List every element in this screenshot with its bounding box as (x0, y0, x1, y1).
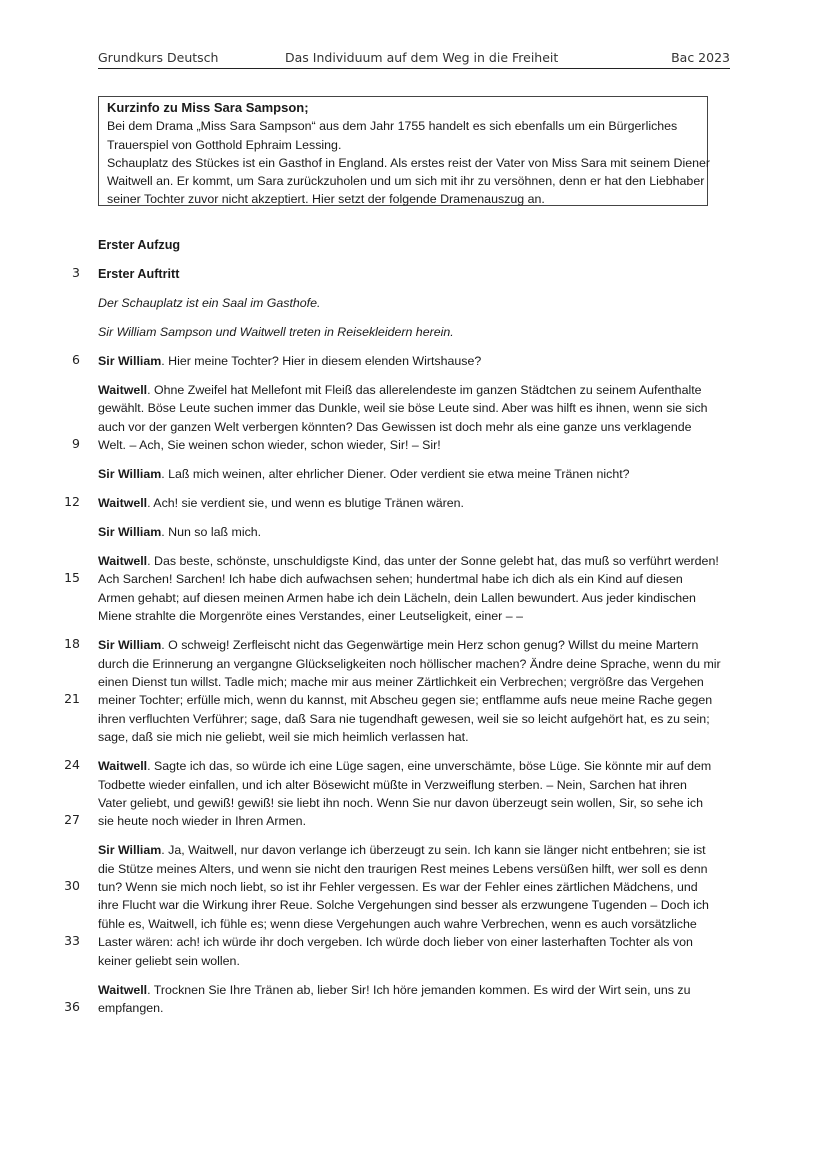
speech-text: . Sagte ich das, so würde ich eine Lüge sagen, eine unverschämte, böse Lüge. Sie könnte mir auf dem (147, 759, 712, 774)
speech-text: gewählt. Böse Leute suchen immer das Dunkle, weil sie böse Leute sind. Aber was hilft es ihnen, wenn sie sich (98, 401, 708, 416)
speaker-name: Waitwell (98, 496, 148, 511)
speech-text: keiner geliebt sein wollen. (98, 953, 240, 968)
speech-text: auch vor der ganzen Welt verbergen könnten? Das Gewissen ist doch mehr als eine ganze uns verklagende (98, 419, 692, 434)
speech-text: . Ja, Waitwell, nur davon verlange ich überzeugt zu sein. Ich kann sie länger nicht entbehren; sie ist (161, 843, 706, 858)
speech-text: Armen gehabt; auf diesen meinen Armen habe ich dein Lächeln, dein Lallen bewundert. Aus jeder kindischen (98, 590, 696, 605)
line-number: 6 (72, 351, 80, 367)
info-box-line: Waitwell an. Er kommt, um Sara zurückzuholen und um sich mit ihr zu versöhnen, denn er hat den Liebhaber (107, 174, 705, 189)
speech-text: einen Dienst tun willst. Tadle mich; mache mir aus meiner Zärtlichkeit ein Verbrechen; vergrößre das Vergehen (98, 674, 704, 689)
scene-heading: 3 Erster Auftritt (98, 265, 738, 283)
speech (64, 757, 738, 831)
speech-text: fühle es, Waitwell, ich fühle es; wenn diese Vergehungen auch wahre Verbrechen, wenn es auch vorsätzliche (98, 916, 697, 931)
speech (98, 523, 738, 541)
speech-text: . Ach! sie verdient sie, und wenn es blutige Tränen wären. (147, 496, 464, 511)
info-box (98, 96, 711, 207)
speaker-name: Waitwell (98, 382, 148, 397)
speaker-name: Sir William (98, 353, 162, 368)
speech-text: Miene strahlte die Morgenröte eines Verstandes, einer Leutseligkeit, einer – – (98, 609, 523, 624)
line-number: 21 (64, 691, 80, 707)
info-box-line: Bei dem Drama „Miss Sara Sampson“ aus dem Jahr 1755 handelt es sich ebenfalls um ein Bürgerliches (107, 119, 678, 134)
speech (72, 351, 738, 370)
speaker-name: Waitwell (98, 759, 148, 774)
speech-text: . Das beste, schönste, unschuldigste Kind, das unter der Sonne gelebt hat, das muß so verführt werden! (147, 554, 719, 569)
speech-text: durch die Erinnerung an vergangne Glückseligkeiten noch höllischer machen? Ändre deine Sprache, wenn du mir (98, 656, 721, 671)
speech-text: meiner Tochter; erfülle mich, wenn du kannst, mit Abscheu gegen sie; entflamme aufs neue meine Rache gegen (98, 693, 713, 708)
speech-text: . Trocknen Sie Ihre Tränen ab, lieber Sir! Ich höre jemanden kommen. Es wird der Wirt sein, uns zu (147, 982, 691, 997)
speech-text: Welt. – Ach, Sie weinen schon wieder, schon wieder, Sir! – Sir! (98, 438, 441, 453)
line-number: 36 (64, 999, 80, 1014)
speech (72, 381, 738, 455)
speaker-name: Sir William (98, 843, 162, 858)
stage-direction: Der Schauplatz ist ein Saal im Gasthofe. (98, 295, 321, 310)
speaker-name: Waitwell (98, 982, 148, 997)
info-box-title: Kurzinfo zu Miss Sara Sampson; (107, 100, 309, 115)
line-number: 18 (64, 636, 80, 652)
line-number: 12 (64, 494, 80, 510)
speech-text: Ach Sarchen! Sarchen! Ich habe dich aufwachsen sehen; hundertmal habe ich dich als ein Kind auf diesen (98, 572, 683, 587)
header-topic: Das Individuum auf dem Weg in die Freiheit (285, 50, 559, 65)
line-number: 24 (64, 757, 80, 773)
header-exam: Bac 2023 (671, 50, 730, 65)
speech-text: Vater geliebt, und gewiß! gewiß! sie liebt ihn noch. Wenn Sie nur davon überzeugt sein wollen, Sir, so sehe ich (98, 795, 703, 810)
info-box-line: Schauplatz des Stückes ist ein Gasthof in England. Als erstes reist der Vater von Miss Sara mit seinem Diener (107, 155, 711, 170)
speech-text: . Ohne Zweifel hat Mellefont mit Fleiß das allerelendeste im ganzen Städtchen zu seinem Aufenthalte (147, 382, 702, 397)
drama-excerpt (64, 236, 738, 1017)
speech-text: empfangen. (98, 1001, 164, 1015)
speech-text: sage, daß sie mich nie geliebt, weil sie mich heimlich verlassen hat. (98, 730, 469, 745)
speaker-name: Sir William (98, 467, 162, 482)
speech-text: sie heute noch wieder in Ihren Armen. (98, 814, 307, 829)
speech-text: Laster wären: ach! ich würde ihr doch vergeben. Ich würde doch lieber von einer lasterhaften Tochter als von (98, 935, 693, 950)
line-number: 33 (64, 933, 80, 949)
speaker-name: Sir William (98, 638, 162, 653)
line-number: 9 (72, 436, 80, 452)
speech-text: . Hier meine Tochter? Hier in diesem elenden Wirtshause? (161, 353, 482, 368)
speech (64, 981, 738, 1018)
speech (64, 552, 738, 626)
speaker-name: Sir William (98, 525, 162, 540)
info-box-line: Trauerspiel von Gotthold Ephraim Lessing. (107, 137, 342, 152)
info-box-line: seiner Tochter zuvor nicht akzeptiert. Hier setzt der folgende Dramenauszug an. (107, 192, 545, 207)
speech-text: ihren verfluchten Verführer; sage, daß Sara nie tugendhaft gewesen, weil sie so leicht aufgehört hat, es zu sein; (98, 711, 710, 726)
line-number: 27 (64, 812, 80, 828)
speech-text: die Stütze meines Alters, und wenn sie nicht den traurigen Rest meines Lebens versüßen hilft, wer soll es denn (98, 861, 708, 876)
speaker-name: Waitwell (98, 554, 148, 569)
page-header (98, 50, 730, 70)
speech-text: ihre Flucht war die Wirkung ihrer Reue. Solche Vergehungen sind besser als erzwungene Tugenden – Doch ich (98, 898, 709, 913)
speech-text: . O schweig! Zerfleischt nicht das Gegenwärtige mein Herz schon genug? Willst du meine Martern (161, 638, 699, 653)
header-course: Grundkurs Deutsch (98, 50, 219, 65)
speech-text: Todbette wieder einfallen, und ich alter Bösewicht müßte in Verzweiflung sterben. – Nein, Sarchen hat ihren (98, 777, 687, 792)
speech-text: tun? Wenn sie mich noch liebt, so ist ihr Fehler vergessen. Es war der Fehler eines zärtlichen Mädchens, und (98, 880, 698, 895)
speech (64, 841, 738, 970)
speech (64, 494, 738, 512)
header-divider (98, 68, 730, 69)
speech (98, 465, 738, 483)
stage-direction: Sir William Sampson und Waitwell treten in Reisekleidern herein. (98, 324, 454, 339)
line-number: 30 (64, 878, 80, 894)
act-heading: Erster Aufzug (98, 238, 181, 252)
speech (64, 636, 738, 746)
speech-text: . Laß mich weinen, alter ehrlicher Diener. Oder verdient sie etwa meine Tränen nicht? (161, 467, 630, 482)
line-number: 3 (72, 264, 80, 280)
speech-text: . Nun so laß mich. (161, 525, 262, 540)
line-number: 15 (64, 570, 80, 586)
